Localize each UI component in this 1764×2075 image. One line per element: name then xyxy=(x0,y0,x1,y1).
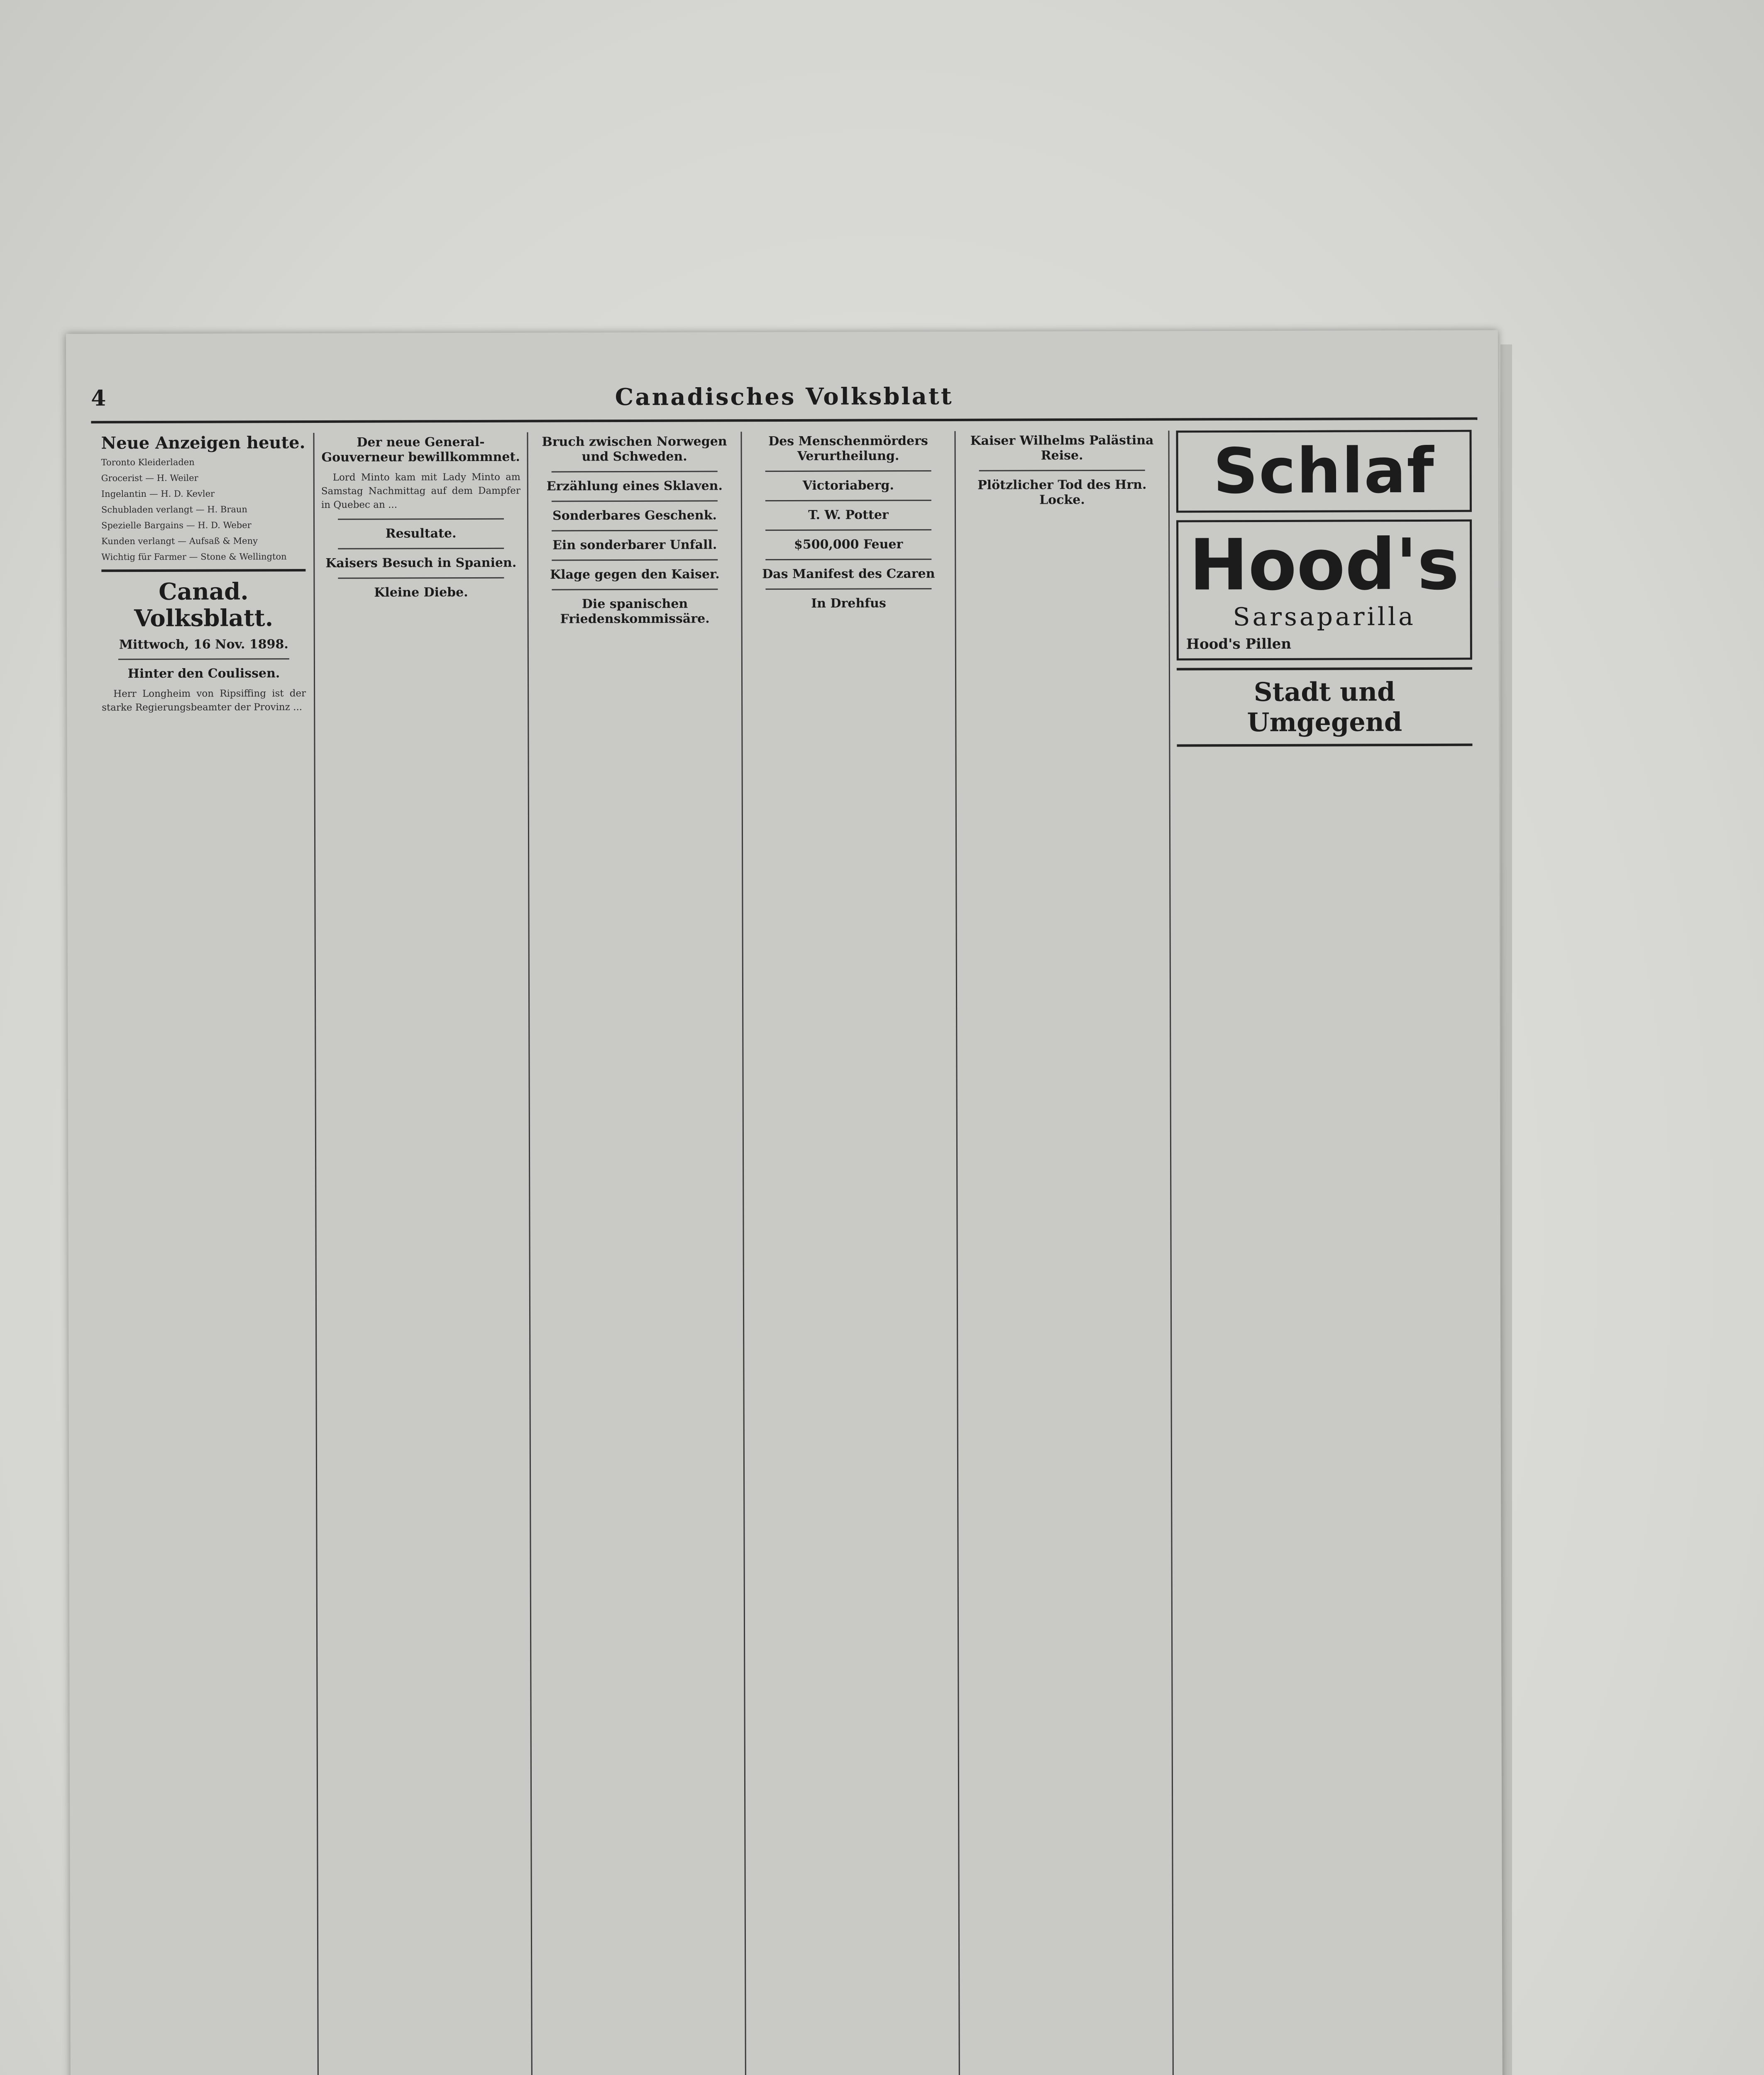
page-number: 4 xyxy=(91,386,106,411)
article-title: Plötzlicher Tod des Hrn. Locke. xyxy=(977,477,1147,508)
divider xyxy=(552,559,718,561)
divider xyxy=(101,569,305,572)
divider xyxy=(979,470,1145,471)
divider xyxy=(118,658,289,660)
divider xyxy=(552,530,718,531)
article-title: Hinter den Coulissen. xyxy=(127,666,280,681)
article-title: Sonderbares Geschenk. xyxy=(552,508,717,523)
article-title: Das Manifest des Czaren xyxy=(762,566,935,582)
divider xyxy=(338,577,504,579)
ad-list-item: Ingelantin — H. D. Kevler xyxy=(101,488,215,499)
hoods-ad-subtitle: Sarsaparilla xyxy=(1233,602,1416,632)
divider xyxy=(765,529,931,531)
divider xyxy=(765,559,931,560)
ad-list xyxy=(101,456,306,563)
local-news-title: Stadt und Umgegend xyxy=(1247,676,1402,738)
newspaper-page xyxy=(66,330,1503,2075)
column-6 xyxy=(1170,430,1482,2075)
masthead xyxy=(91,378,1477,419)
article-title: Kleine Diebe. xyxy=(374,585,468,600)
article-title: Kaiser Wilhelms Palästina Reise. xyxy=(970,433,1154,463)
ad-list-item: Wichtig für Farmer — Stone & Wellington xyxy=(101,552,287,562)
divider xyxy=(1177,744,1472,747)
divider xyxy=(765,588,931,590)
new-ads-headline: Neue Anzeigen heute. xyxy=(101,433,305,453)
ad-list-item: Grocerist — H. Weiler xyxy=(101,473,198,483)
schlaf-ad-title: Schlaf xyxy=(1213,435,1435,508)
column-2 xyxy=(315,432,531,2075)
article-title: Die spanischen Friedenskommissäre. xyxy=(560,596,710,627)
article-body: Herr Longheim von Ripsiffing ist der starke Regierungsbeamter der Provinz ... xyxy=(102,688,306,713)
column-5 xyxy=(956,431,1172,2075)
ad-list-item: Spezielle Bargains — H. D. Weber xyxy=(101,520,252,531)
hoods-sarsaparilla-ad xyxy=(1176,520,1472,661)
nameplate: Canad. Volksblatt. xyxy=(134,578,274,632)
hoods-pillen-label: Hood's Pillen xyxy=(1186,635,1292,653)
ad-list-item: Kunden verlangt — Aufsaß & Meny xyxy=(101,536,258,547)
article-title: Victoriaberg. xyxy=(802,478,894,493)
article-body: Lord Minto kam mit Lady Minto am Samstag Nachmittag auf dem Dampfer in Quebec an ... xyxy=(321,471,520,510)
divider xyxy=(552,471,718,472)
divider xyxy=(552,588,718,590)
article-title: Der neue General-Gouverneur bewillkommnet. xyxy=(321,435,520,465)
divider xyxy=(552,500,718,502)
divider xyxy=(338,518,504,520)
article-title: Erzählung eines Sklaven. xyxy=(546,478,723,494)
divider xyxy=(765,470,931,472)
article-title: In Drehfus xyxy=(811,596,886,611)
article-title: Kaisers Besuch in Spanien. xyxy=(325,555,517,571)
dateline: Mittwoch, 16 Nov. 1898. xyxy=(119,637,288,652)
hoods-ad-title: Hood's xyxy=(1189,523,1459,607)
page-edge xyxy=(1500,344,1512,2075)
ad-list-item: Toronto Kleiderladen xyxy=(101,457,195,468)
paper-title: Canadisches Volksblatt xyxy=(615,382,953,411)
article-title: Bruch zwischen Norwegen und Schweden. xyxy=(542,434,727,464)
article-title: Klage gegen den Kaiser. xyxy=(550,567,720,582)
article-title: $500,000 Feuer xyxy=(794,537,903,552)
article-title: Ein sonderbarer Unfall. xyxy=(552,537,717,553)
article-title: Resultate. xyxy=(385,526,457,541)
ad-list-item: Schubladen verlangt — H. Braun xyxy=(101,504,247,515)
column-1 xyxy=(95,433,316,2075)
divider xyxy=(1177,667,1472,671)
article-title: Des Menschenmörders Verurtheilung. xyxy=(768,434,928,464)
divider xyxy=(338,548,504,549)
article-title: T. W. Potter xyxy=(808,508,889,522)
divider xyxy=(765,500,931,501)
column-4 xyxy=(743,431,958,2075)
column-3 xyxy=(529,432,745,2075)
schlaf-ad xyxy=(1176,430,1472,513)
